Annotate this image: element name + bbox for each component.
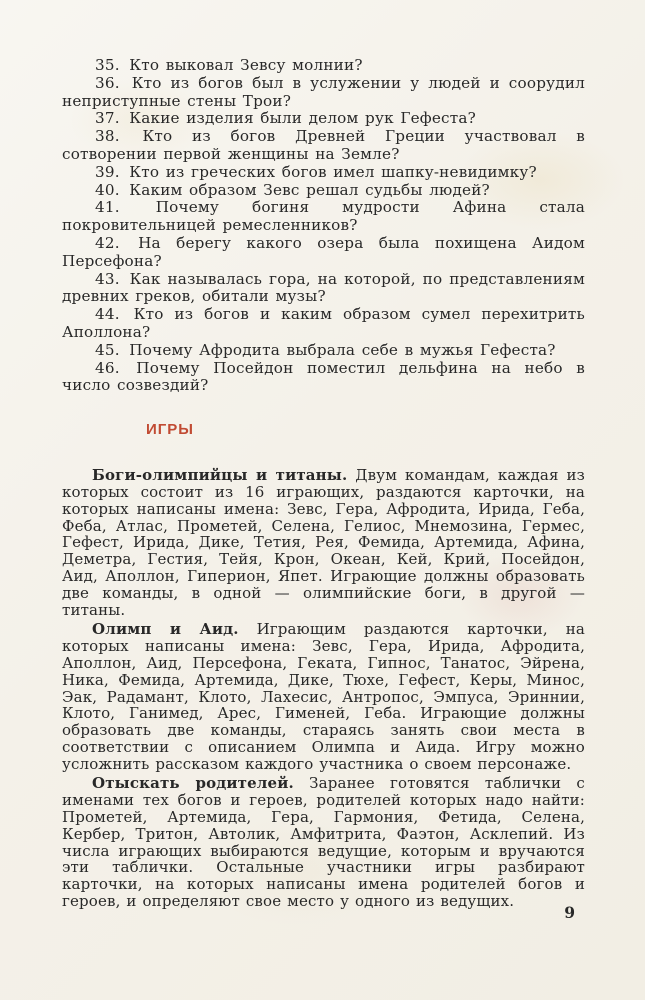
section-header: ИГРЫ [146,421,194,439]
games-paragraphs [62,467,585,910]
question-item: 37. Какие изделия были делом рук Гефеста? [95,109,476,128]
question-number: 43. [95,269,120,288]
question-number: 37. [95,109,120,128]
game-title: Отыскать родителей. [92,774,294,793]
game-title: Олимп и Аид. [92,620,239,639]
questions-list [62,57,585,395]
question-number: 40. [95,180,120,199]
page-number: 9 [564,903,575,922]
question-number: 42. [95,233,120,252]
question-item: 36. Кто из богов был в услужении у людей и соорудил неприступные стены Трои? [62,73,585,110]
game-paragraph: Отыскать родителей. Заранее готовятся таблички с именами тех богов и героев, родителей которых надо найти: Прометей, Артемида, Гера, Гармония, Фетида, Селена, Кербер, Тритон, Автолик, Амфитрита, Фаэтон, Асклепий. Из числа играющих выбираются ведущие, которым и вручаются эти таблички. Остальные участники игры разбирают карточки, на которых написаны имена родителей богов и героев, и определяют свое место у одного из ведущих. [62,774,585,911]
question-item: 42. На берегу какого озера была похищена Аидом Персефона? [62,233,585,270]
question-number: 44. [95,305,120,324]
question-number: 39. [95,162,120,181]
question-number: 35. [95,56,120,74]
question-number: 38. [95,127,120,146]
question-item: 46. Почему Посейдон поместил дельфина на небо в число созвездий? [62,358,585,395]
question-number: 41. [95,198,120,217]
question-item: 38. Кто из богов Древней Греции участвовал в сотворении первой женщины на Земле? [62,127,585,163]
question-number: 36. [95,73,120,92]
question-item: 43. Как называлась гора, на которой, по представлениям древних греков, обитали музы? [62,269,585,306]
question-item: 41. Почему богиня мудрости Афина стала покровительницей ремесленников? [62,198,585,235]
question-item: 45. Почему Афродита выбрала себе в мужья Гефеста? [95,340,556,359]
question-item: 39. Кто из греческих богов имел шапку-невидимку? [95,162,537,181]
question-number: 46. [95,358,120,377]
game-paragraph: Боги-олимпийцы и титаны. Двум командам, каждая из которых состоит из 16 играющих, раздаются карточки, на которых написаны имена: Зевс, Гера, Афродита, Ирида, Геба, Феба, Атлас, Прометей, Селена, Гелиос, Мнемозина, Гермес, Гефест, Ирида, Дике, Тетия, Рея, Фемида, Артемида, Афина, Деметра, Гестия, Тейя, Крон, Океан, Кей, Крий, Посейдон, Аид, Аполлон, Гиперион, Япет. Играющие должны образовать две команды, в одной — олимпийские боги, в другой — титаны. [62,466,585,619]
question-item: 44. Кто из богов и каким образом сумел перехитрить Аполлона? [62,305,585,341]
game-paragraph: Олимп и Аид. Играющим раздаются карточки, на которых написаны имена: Зевс, Гера, Ирида, Афродита, Аполлон, Аид, Персефона, Геката, Гипнос, Танатос, Эйрена, Ника, Фемида, Артемида, Дике, Тюхе, Гефест, Керы, Минос, Эак, Радамант, Клото, Лахесис, Антропос, Эмпуса, Эриннии, Клото, Ганимед, Арес, Гименей, Геба. Играющие должны образовать две команды, стараясь занять свои места в соответствии с описанием Олимпа и Аида. Игру можно усложнить рассказом каждого участника о своем персонаже. [62,620,585,773]
question-item: 35. Кто выковал Зевсу молнии? [95,56,363,74]
question-item: 40. Каким образом Зевс решал судьбы людей? [95,180,490,199]
game-title: Боги-олимпийцы и титаны. [92,466,348,485]
question-number: 45. [95,340,120,359]
